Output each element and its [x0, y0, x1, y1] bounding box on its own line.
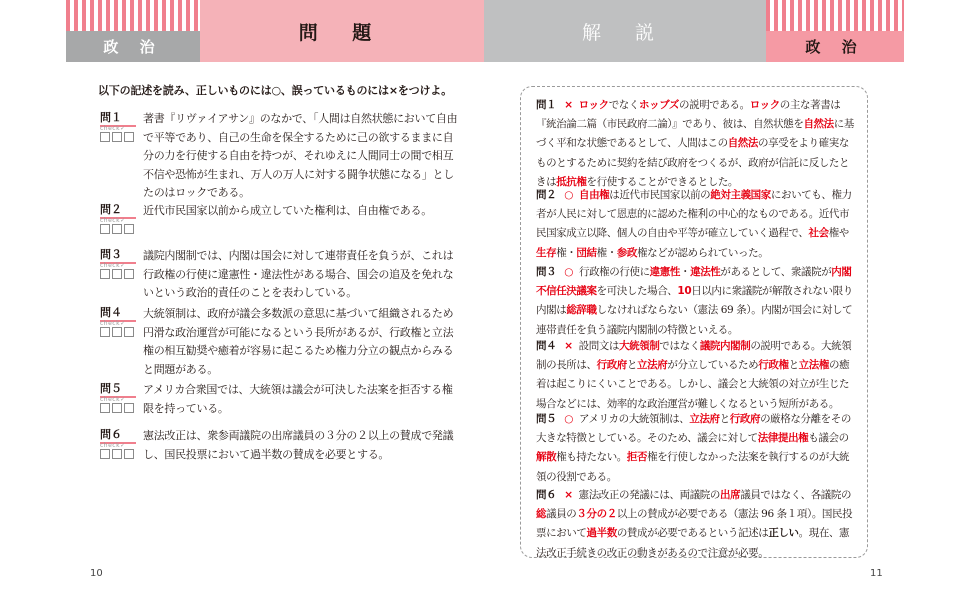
stripe-decoration-right [766, 0, 904, 31]
answer-text: ではなく [659, 340, 700, 352]
answer-mark: × [564, 340, 573, 352]
highlight-term: 10 [677, 285, 692, 298]
question-text: 憲法改正は、衆参両議院の出席議員の３分の２以上の賛成で発議し、国民投票において過半数の賛成を必要とする。 [143, 429, 454, 461]
answer-text: を行使することができるとした。 [586, 175, 739, 188]
question-text: アメリカ合衆国では、大統領は議会が可決した法案を拒否する権限を持っている。 [143, 383, 453, 415]
question-number: 問３ [100, 247, 136, 264]
answer-mark: ○ [564, 413, 573, 425]
question-number: 問４ [100, 305, 136, 322]
check-box[interactable] [112, 403, 122, 413]
section-title-questions: 問 題 [200, 0, 484, 62]
check-label: check✓ [100, 442, 126, 449]
check-box[interactable] [124, 269, 134, 279]
bold-term: 正しい [768, 527, 799, 540]
answer-text: 権を行使しなかった法案を執行するのが大統領の役割である。 [536, 451, 850, 483]
stripe-decoration-left [66, 0, 200, 31]
highlight-term: 団結 [576, 246, 597, 259]
answer-text: と [626, 359, 638, 372]
check-boxes [100, 127, 136, 139]
check-label: check✓ [100, 217, 126, 224]
check-label: check✓ [100, 125, 126, 132]
answer-text: の説明である。 [679, 99, 750, 111]
answer-text: の賛成が必要であるという記述は [616, 527, 769, 540]
check-box[interactable] [124, 132, 134, 142]
check-boxes [100, 322, 136, 334]
answer-item [536, 486, 858, 563]
highlight-term: 抵抗権 [556, 175, 587, 188]
question-number: 問２ [100, 202, 136, 219]
question-text: 著書『リヴァイアサン』のなかで、「人間は自然状態において自由で平等であり、自己の生命を保全するために己の欲するままに自分の力を行使する自由を持つが、それゆえに人間同士の間で相互不信や恐怖が生まれ、万人の万人に対する闘争状態になる」としたのはロックである。 [143, 112, 458, 199]
answer-text: と [788, 359, 799, 372]
highlight-term: 生存 [536, 246, 557, 259]
check-boxes [100, 444, 136, 456]
highlight-term: 総辞職 [566, 304, 597, 317]
answer-text: 日以内に衆議院が解散されない限り内閣は [536, 285, 853, 317]
check-box[interactable] [112, 327, 122, 337]
answer-text: 議員の [546, 508, 577, 521]
answer-text: 。現在、憲法改正手続きの改正の動きがあるので注意が必要。 [536, 527, 850, 559]
highlight-term: 自然法 [803, 118, 834, 131]
check-box[interactable] [100, 449, 110, 459]
answer-item [536, 337, 858, 414]
highlight-term: 社会 [808, 227, 829, 240]
answer-text: 権・ [596, 246, 617, 259]
answer-number: 問５ [536, 413, 557, 425]
highlight-term: 行政権 [758, 359, 789, 372]
highlight-term: 自然法 [727, 137, 759, 150]
highlight-term: 議院内閣制 [699, 340, 751, 352]
answer-item [536, 263, 858, 340]
subject-label-left: 政 治 [66, 31, 200, 62]
check-label: check✓ [100, 396, 126, 403]
answer-item [536, 410, 858, 487]
check-box[interactable] [112, 449, 122, 459]
answer-text: 以上の賛成が必要である（憲法 96 条１項）。国民投票において [536, 508, 853, 540]
check-boxes [100, 398, 136, 410]
answer-text: があるとして、衆議院が [720, 266, 832, 278]
question-text: 近代市民国家以前から成立していた権利は、自由権である。 [143, 204, 432, 217]
answer-text: に基づく平和な状態であるとして、人間はこの [536, 118, 854, 150]
check-box[interactable] [100, 327, 110, 337]
highlight-term: 内閣不信任決議案 [536, 266, 852, 298]
page-number-left: 10 [90, 568, 103, 579]
highlight-term: 解散 [536, 451, 557, 464]
answer-text: しなければならない（憲法 69 条）。内閣が国会に対して連帯責任を負う議院内閣制の特徴といえる。 [536, 304, 853, 336]
question-number: 問６ [100, 427, 136, 444]
answer-text: 権などが認められていった。 [637, 246, 769, 259]
answer-text: 権・ [556, 246, 577, 259]
highlight-term: ロック [578, 99, 609, 111]
check-boxes [100, 264, 136, 276]
highlight-term: 自由権 [578, 189, 610, 201]
answer-mark: × [564, 99, 573, 111]
question-number: 問１ [100, 110, 136, 127]
answer-mark: × [564, 489, 573, 501]
answer-text: の厳格な分離をその大きな特徴としている。そのため、議会に対して [536, 413, 851, 445]
answer-text: 設問文は [578, 340, 620, 352]
question-text: 大統領制は、政府が議会多数派の意思に基づいて組織されるため円滑な政治運営が可能になるという長所があるが、行政権と立法権の相互勧奨や癒着が容易に起こるため権力分立の観点からみると問題がある。 [143, 307, 454, 376]
check-box[interactable] [124, 327, 134, 337]
answer-number: 問３ [536, 266, 557, 278]
answer-text: においても、権力者が人民に対して恩恵的に認めた権利の中心的なものである。近代市民国家成立以降、個人の自由や平等が確立していく過程で、 [536, 189, 852, 240]
answer-text: が分立しているため [667, 359, 759, 372]
answer-text: の享受をより確実なものとするために契約を結び政府をつくるが、政府が信託に反したときは [536, 137, 850, 188]
highlight-term: ３分の２ [576, 508, 617, 521]
check-label: check✓ [100, 262, 126, 269]
highlight-term: ロック [749, 99, 780, 111]
check-box[interactable] [100, 132, 110, 142]
highlight-term: 過半数 [586, 527, 617, 540]
answer-item [536, 96, 858, 192]
page-number-right: 11 [870, 568, 883, 579]
check-box[interactable] [100, 403, 110, 413]
check-box[interactable] [112, 224, 122, 234]
answer-text: ・ [679, 266, 691, 278]
answer-mark: ○ [564, 189, 573, 201]
check-boxes [100, 219, 136, 231]
answer-number: 問２ [536, 189, 557, 201]
answer-text: 権や [828, 227, 849, 240]
check-box[interactable] [112, 269, 122, 279]
answer-text: でなく [608, 99, 640, 111]
answer-text: 議員ではなく、各議院の [740, 489, 852, 501]
highlight-term: 総 [536, 508, 547, 521]
highlight-term: 拒否 [626, 451, 648, 464]
check-box[interactable] [112, 132, 122, 142]
answer-text: 権も持たない。 [556, 451, 627, 464]
highlight-term: 立法権 [798, 359, 829, 372]
answer-text: アメリカの大統領制は、 [578, 413, 690, 425]
highlight-term: 違法性 [690, 266, 721, 278]
highlight-term: 出席 [720, 489, 741, 501]
check-box[interactable] [124, 449, 134, 459]
section-title-explanations: 解 説 [484, 0, 766, 62]
subject-label-right: 政 治 [766, 31, 904, 62]
highlight-term: 立法府 [637, 359, 668, 372]
answer-text: と [719, 413, 730, 425]
instruction-text: 以下の記述を読み、正しいものには○、誤っているものには×をつけよ。 [98, 84, 452, 97]
highlight-term: 参政 [616, 246, 638, 259]
check-box[interactable] [124, 224, 134, 234]
check-box[interactable] [124, 403, 134, 413]
answer-text: も議会の [808, 432, 849, 445]
answer-number: 問１ [536, 99, 557, 111]
question-text: 議院内閣制では、内閣は国会に対して連帯責任を負うが、これは行政権の行使に違憲性・違法性がある場合、国会の追及を免れないという政治的責任のことを表わしている。 [143, 249, 454, 299]
answer-text: の主な著書は『統治論二篇（市民政府二論）』であり、彼は、自然状態を [536, 99, 841, 131]
highlight-term: ホッブズ [639, 99, 679, 111]
highlight-term: 絶対主義国家 [710, 189, 771, 201]
check-label: check✓ [100, 320, 126, 327]
answer-text: 行政権の行使に [578, 266, 650, 278]
question-number: 問５ [100, 381, 136, 398]
answer-text: は近代市民国家以前の [609, 189, 711, 201]
highlight-term: 立法府 [689, 413, 720, 425]
check-box[interactable] [100, 269, 110, 279]
answer-number: 問６ [536, 489, 557, 501]
highlight-term: 違憲性 [649, 266, 680, 278]
highlight-term: 行政府 [596, 359, 627, 372]
check-box[interactable] [100, 224, 110, 234]
answer-text: 憲法改正の発議には、両議院の [578, 489, 721, 501]
highlight-term: 大統領制 [619, 340, 660, 352]
answer-item [536, 186, 858, 263]
answer-text: の説明である。大統領制の長所は、 [536, 340, 852, 372]
highlight-term: 法律提出権 [757, 432, 809, 445]
answer-mark: ○ [564, 266, 573, 278]
answer-text: の癒着は起こりにくいことである。しかし、議会と大統領の対立が生じた場合などには、効率的な政治運営が難しくなるという短所がある。 [536, 359, 850, 410]
answer-text: を可決した場合、 [596, 285, 678, 298]
highlight-term: 行政府 [729, 413, 761, 425]
answer-number: 問４ [536, 340, 557, 352]
